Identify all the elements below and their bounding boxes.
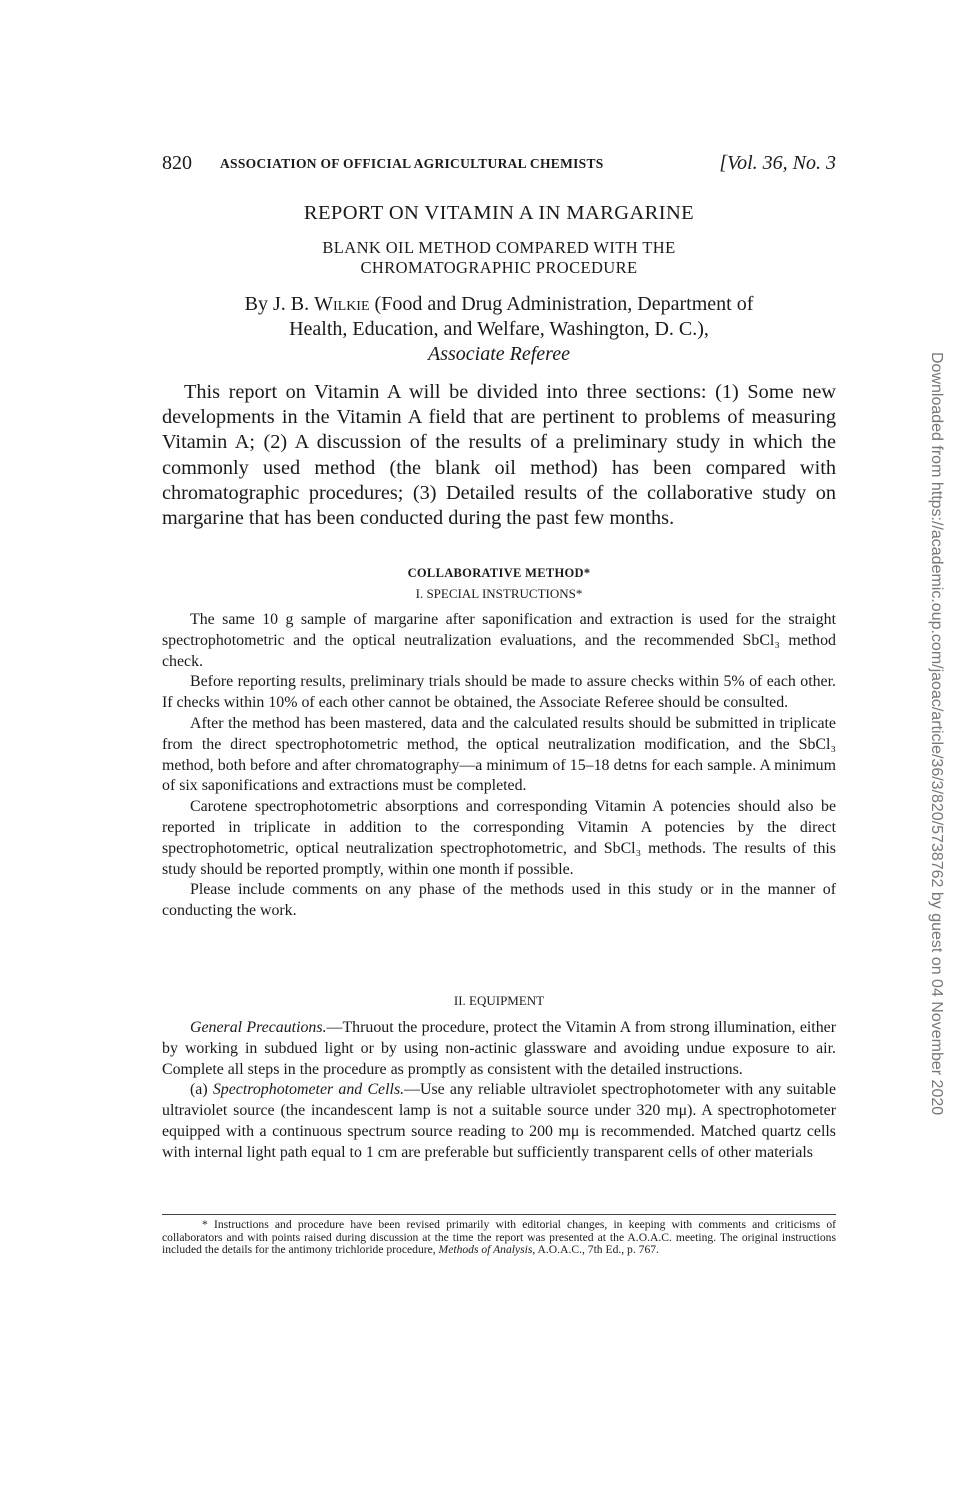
item-a-text: —Use any reliable ultraviolet spectrophotometer with any suitable ultraviolet source (the incandescent lamp is not a suitable source under 320 mμ). A spectrophotometer equipped with a continuous spectrum source reading to 200 mμ is recommended. Matched quartz cells with internal light path equal to 1 cm are preferable but sufficiently transparent cells of other materials <box>162 1081 837 1161</box>
affiliation-line-2: Health, Education, and Welfare, Washington, D. C.), <box>289 318 709 340</box>
page-number: 820 <box>162 152 192 174</box>
volume-info: [Vol. 36, No. 3 <box>719 152 836 174</box>
paragraph: Before reporting results, preliminary trials should be made to assure checks within 5% of each other. If checks within 10% of each other cannot be obtained, the Associate Referee should be consulted. <box>162 673 836 712</box>
running-header <box>162 152 836 180</box>
author-role: Associate Referee <box>428 343 570 365</box>
section-heading-special: I. SPECIAL INSTRUCTIONS* <box>415 586 583 601</box>
section-heading-equipment: II. EQUIPMENT <box>453 993 545 1008</box>
side-watermark <box>930 352 960 1152</box>
footnote <box>162 1219 836 1257</box>
paragraph: The same 10 g sample of margarine after saponification and extraction is used for the straight spectrophotometric and the optical neutralization evaluations, and the recommended SbCl₃ method check. <box>162 611 836 670</box>
section-heading-method: COLLABORATIVE METHOD* <box>407 566 591 580</box>
item-a-label: (a) <box>190 1081 213 1099</box>
author-name: Wilkie <box>314 293 370 315</box>
special-instructions <box>162 610 836 922</box>
author-by: By J. B. <box>244 293 315 315</box>
paragraph <box>162 1018 836 1080</box>
intro-section <box>162 380 836 531</box>
article-title: REPORT ON VITAMIN A IN MARGARINE <box>303 202 695 224</box>
author-line-1 <box>162 292 836 317</box>
subtitle-line-1: BLANK OIL METHOD COMPARED WITH THE <box>322 238 676 257</box>
footnote-divider <box>162 1214 836 1215</box>
paragraph: Please include comments on any phase of the methods used in this study or in the manner of conducting the work. <box>162 881 836 920</box>
paragraph <box>162 1080 836 1163</box>
affiliation-line-1: (Food and Drug Administration, Department of <box>369 293 754 315</box>
footnote-body: * Instructions and procedure have been revised primarily with editorial changes, in keeping with comments and criticisms of collaborators and with points raised during discussion at the time the report was presented at the A.O.A.C. meeting. The original instructions included the details for the antimony trichloride procedure, <box>162 1218 836 1257</box>
author-block <box>162 292 836 367</box>
subtitle-line-2: CHROMATOGRAPHIC PROCEDURE <box>360 258 638 277</box>
paragraph: Carotene spectrophotometric absorptions and corresponding Vitamin A potencies should also be reported in triplicate in addition to the corresponding Vitamin A potencies by the direct spectrophotometric, optical neutralization spectrophotometric, and SbCl₃ methods. The results of this study should be reported promptly, within one month if possible. <box>162 798 836 878</box>
intro-paragraph: This report on Vitamin A will be divided into three sections: (1) Some new developments in the Vitamin A field that are pertinent to problems of measuring Vitamin A; (2) A discussion of the results of a preliminary study in which the commonly used method (the blank oil method) has been compared with chromatographic procedures; (3) Detailed results of the collaborative study on margarine that has been conducted during the past few months. <box>162 381 836 530</box>
paragraph: After the method has been mastered, data and the calculated results should be submitted in triplicate from the direct spectrophotometric method, the optical neutralization modification, and the SbCl₃ method, both before and after chromatography—a minimum of 15–18 detns for each sample. A minimum of six saponifications and extractions must be completed. <box>162 714 836 795</box>
equipment-section <box>162 1018 836 1164</box>
download-notice: Downloaded from https://academic.oup.com/jaoac/article/36/3/820/5738762 by guest on 04 November 2020 <box>928 352 945 1116</box>
item-a-title: Spectrophotometer and Cells. <box>212 1081 405 1099</box>
journal-name: ASSOCIATION OF OFFICIAL AGRICULTURAL CHEMISTS <box>220 156 604 171</box>
article-subtitle <box>162 238 836 278</box>
footnote-text <box>162 1219 836 1257</box>
footnote-source: Methods of Analysis <box>438 1243 533 1257</box>
general-precautions-title: General Precautions. <box>190 1019 327 1036</box>
footnote-tail: , A.O.A.C., 7th Ed., p. 767. <box>532 1243 659 1257</box>
general-precautions-text: —Thruout the procedure, protect the Vitamin A from strong illumination, either by working in subdued light or by using non-actinic glassware and avoiding undue exposure to air. Complete all steps in the procedure as promptly as consistent with the detailed instructions. <box>162 1019 836 1078</box>
